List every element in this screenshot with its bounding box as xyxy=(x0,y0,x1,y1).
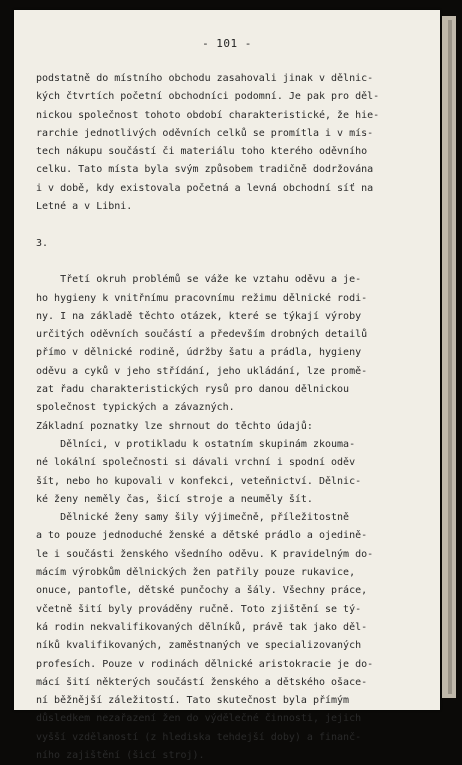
text-line: celku. Tato místa byla svým způsobem tradičně dodržována xyxy=(36,164,374,176)
text-line: ké ženy neměly čas, šicí stroje a neuměly šít. xyxy=(36,493,313,505)
text-line: Dělníci, v protikladu k ostatním skupinám zkouma- xyxy=(36,438,356,450)
text-line: Třetí okruh problémů se váže ke vztahu oděvu a je- xyxy=(36,274,362,286)
document-page xyxy=(14,10,440,761)
text-line: podstatně do místního obchodu zasahovali jinak v dělnic- xyxy=(36,73,374,84)
text-line: Letné a v Libni. xyxy=(36,201,133,213)
text-line: mácím výrobkům dělnických žen patřily pouze rukavice, xyxy=(36,567,356,579)
text-line: určitých oděvních součástí a především drobných detailů xyxy=(36,329,368,341)
text-line: mácí šití některých součástí ženského a dětského ošace- xyxy=(36,676,368,688)
text-line: tech nákupu součástí či materiálu toho kterého oděvního xyxy=(36,146,368,158)
text-line: le i součásti ženského všedního oděvu. K pravidelným do- xyxy=(36,548,374,560)
section-number xyxy=(36,235,426,253)
text-line: důsledkem nezařazení žen do výdělečné činnosti, jejich xyxy=(36,713,362,725)
text-line: přímo v dělnické rodině, údržby šatu a prádla, hygieny xyxy=(36,347,362,359)
page-number: - 101 - xyxy=(202,37,252,50)
text-line: ní běžnější záležitostí. Tato skutečnost byla přímým xyxy=(36,695,350,707)
text-line: nickou společnost tohoto období charakteristické, že hie- xyxy=(36,109,380,121)
paragraph-gap xyxy=(36,216,426,234)
page-edge-shadow xyxy=(448,20,452,694)
text-line: včetně šití byly prováděny ručně. Toto zjištění se tý- xyxy=(36,603,362,615)
body-text xyxy=(36,70,426,765)
text-line: ního zajištění (šicí stroj). xyxy=(36,749,205,761)
text-line: oděvu a cyků v jeho střídání, jeho ukládání, lze promě- xyxy=(36,365,368,377)
text-line: vyšší vzdělaností (z hlediska tehdejší doby) a finanč- xyxy=(36,731,362,743)
text-line: níků kvalifikovaných, zaměstnaných ve specializovaných xyxy=(36,640,362,652)
paragraph-3 xyxy=(36,436,426,765)
text-line: i v době, kdy existovala početná a levná obchodní síť na xyxy=(36,182,374,194)
text-line: ny. I na základě těchto otázek, které se týkají výroby xyxy=(36,310,362,322)
text-line: a to pouze jednoduché ženské a dětské prádlo a ojedině- xyxy=(36,530,368,542)
text-line: Dělnické ženy samy šily výjimečně, příležitostně xyxy=(36,512,350,524)
text-line: šít, nebo ho kupovali v konfekci, veteňnictví. Dělnic- xyxy=(36,475,362,487)
text-line: společnost typických a závazných. xyxy=(36,402,235,414)
text-line: profesích. Pouze v rodinách dělnické aristokracie je do- xyxy=(36,658,374,670)
text-line: ká rodin nekvalifikovaných dělníků, právě tak jako děl- xyxy=(36,621,368,633)
text-line: Základní poznatky lze shrnout do těchto údajů: xyxy=(36,420,313,432)
text-line: né lokální společnosti si dávali vrchní i spodní oděv xyxy=(36,457,356,469)
text-line: rarchie jednotlivých oděvních celků se promítla i v mís- xyxy=(36,127,374,139)
paragraph-gap xyxy=(36,253,426,271)
text-line: 3. xyxy=(36,237,49,249)
text-line: zat řadu charakteristických rysů pro danou dělnickou xyxy=(36,384,350,396)
text-line: kých čtvrtích početní obchodníci podomní. Je pak pro děl- xyxy=(36,91,380,103)
text-line: onuce, pantofle, dětské punčochy a šály. Všechny práce, xyxy=(36,585,368,597)
paragraph-1 xyxy=(36,70,426,216)
text-line: ho hygieny k vnitřnímu pracovnímu režimu dělnické rodi- xyxy=(36,292,368,304)
paragraph-2 xyxy=(36,271,426,436)
